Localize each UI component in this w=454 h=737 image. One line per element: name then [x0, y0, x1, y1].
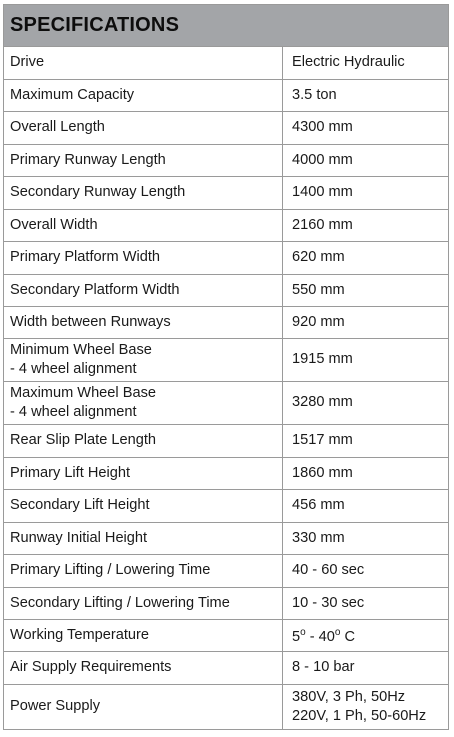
spec-label: Primary Lifting / Lowering Time: [4, 554, 283, 587]
spec-label: Secondary Platform Width: [4, 274, 283, 306]
table-row: [4, 457, 448, 489]
spec-label: Primary Platform Width: [4, 241, 283, 274]
table-row: [4, 651, 448, 684]
specifications-table: [3, 4, 449, 730]
spec-label: Primary Lift Height: [4, 457, 283, 489]
spec-label: Overall Length: [4, 111, 283, 144]
temp-low: 5: [292, 628, 301, 645]
table-row: [4, 209, 448, 241]
spec-value: 40 - 60 sec: [283, 554, 449, 587]
spec-label: Primary Runway Length: [4, 144, 283, 176]
spec-value: 920 mm: [283, 306, 449, 338]
spec-value: Electric Hydraulic: [283, 47, 449, 79]
temp-range: - 40: [305, 628, 335, 645]
table-row: [4, 111, 448, 144]
spec-label: Runway Initial Height: [4, 522, 283, 554]
spec-value-line: 380V, 3 Ph, 50Hz: [292, 688, 406, 705]
spec-label-line: - 4 wheel alignment: [10, 360, 137, 377]
table-row: [4, 47, 448, 79]
spec-label: Maximum Capacity: [4, 79, 283, 111]
spec-value-line: 220V, 1 Ph, 50-60Hz: [292, 707, 427, 724]
spec-value: 330 mm: [283, 522, 449, 554]
spec-value: 1400 mm: [283, 176, 449, 209]
spec-label: Air Supply Requirements: [4, 651, 283, 684]
spec-label: Power Supply: [4, 684, 283, 729]
spec-value: 10 - 30 sec: [283, 587, 449, 619]
temp-unit: C: [340, 628, 356, 645]
table-row: [4, 424, 448, 457]
spec-value: 2160 mm: [283, 209, 449, 241]
table-row: [4, 79, 448, 111]
spec-value: 620 mm: [283, 241, 449, 274]
spec-value: 1517 mm: [283, 424, 449, 457]
table-row: [4, 306, 448, 338]
table-row: [4, 381, 448, 424]
spec-value: 550 mm: [283, 274, 449, 306]
spec-label-line: Minimum Wheel Base: [10, 341, 152, 358]
spec-label-line: Maximum Wheel Base: [10, 384, 156, 401]
spec-value: 3.5 ton: [283, 79, 449, 111]
spec-label: Drive: [4, 47, 283, 79]
table-row: [4, 554, 448, 587]
spec-label: Working Temperature: [4, 619, 283, 651]
spec-label: [4, 338, 283, 381]
spec-label: Width between Runways: [4, 306, 283, 338]
table-row: [4, 587, 448, 619]
table-row: [4, 338, 448, 381]
table-row: [4, 241, 448, 274]
table-row: [4, 489, 448, 522]
spec-value: [283, 684, 449, 729]
table-row: [4, 619, 448, 651]
spec-label: Overall Width: [4, 209, 283, 241]
table-row: [4, 274, 448, 306]
spec-label-line: - 4 wheel alignment: [10, 403, 137, 420]
spec-value: [283, 619, 449, 651]
spec-label: Rear Slip Plate Length: [4, 424, 283, 457]
spec-value: 456 mm: [283, 489, 449, 522]
spec-value: 1860 mm: [283, 457, 449, 489]
table-row: [4, 684, 448, 729]
table-row: [4, 176, 448, 209]
spec-label: Secondary Runway Length: [4, 176, 283, 209]
table-row: [4, 522, 448, 554]
degree-sign: o: [334, 627, 341, 639]
spec-rows: [4, 47, 448, 729]
spec-label: Secondary Lifting / Lowering Time: [4, 587, 283, 619]
spec-value: 8 - 10 bar: [283, 651, 449, 684]
spec-label: Secondary Lift Height: [4, 489, 283, 522]
spec-value: 1915 mm: [283, 338, 449, 381]
spec-label: [4, 381, 283, 424]
spec-value: 4000 mm: [283, 144, 449, 176]
spec-value: 3280 mm: [283, 381, 449, 424]
table-title: SPECIFICATIONS: [10, 14, 180, 36]
table-row: [4, 144, 448, 176]
degree-sign: o: [300, 627, 306, 639]
table-header: [4, 5, 448, 47]
spec-value: 4300 mm: [283, 111, 449, 144]
